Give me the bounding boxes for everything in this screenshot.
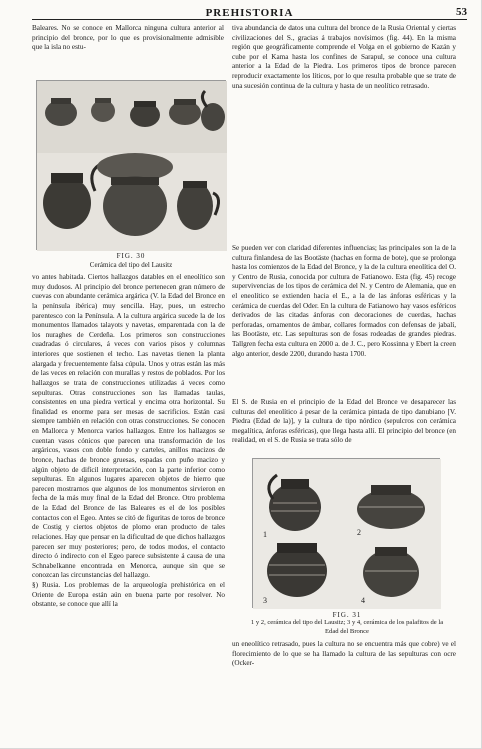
page-header [32, 4, 467, 20]
right-paragraph-influences: Se pueden ver con claridad diferentes influencias; las principales son la de la cultura finlandesa de las Bootäste (hachas en forma de bote), que se prolonga hasta los comienzos de la Edad del Bronce, y la de la cultura eneolítica del O. y Centro de Rusia, conocida por cultura de Fatianowo. Esta (fig. 45) recoge supervivencias de los tipos de cerámica del N. y Centro de Alemania, que en el eneolítico se extienden hacia el E., a la de las ánforas esféricas y la cerámica de cuerdas del Oder. En la cultura de Fatianowo hay vasos esféricos derivados de las citadas ánforas con decoraciones de cuerdas, hachas perforadas, ornamentos de ámbar, collares formados con defensas de jabalí, las Bootäste, etc. Las sepulturas son de fosas rodeadas de grandes piedras. Tallgren fecha esta cultura en 2000 a. de J. C., pero Kossinna y Ebert la creen algo anterior, desde 2200, durando hasta 1700. [232, 244, 456, 358]
pottery-photo-icon [37, 81, 227, 251]
left-column-intro: Baleares. No se conoce en Mallorca ninguna cultura anterior al principio del bronce, por lo que es provisionalmente admisible que la isla no estu- [32, 24, 224, 52]
left-column-body [32, 273, 225, 610]
svg-text:2: 2 [357, 528, 361, 537]
pottery-drawing-icon [253, 459, 441, 609]
left-paragraph-russia: §) Rusia. Los problemas de la arqueología prehistórica en el Oriente de Europa están aún en buena parte por resolver. No obstante, se conoce que allí la [32, 581, 225, 609]
right-paragraph-volga: tiva abundancia de datos una cultura del bronce de la Rusia Oriental y ciertas civilizaciones del S., gracias á trabajos novísimos (fig. 44). En la misma región que geográficamente comprende el Volga en el gobierno de Kazán y cube por el Kama hasta los confines de Sarapul, se conoce una cultura anterior a la Edad de la Piedra. Los primeros tipos de bronce parecen reproducir exactamente los líticos, por lo que resulta probable que se trate de una sucesión continua de la cultura y hasta de un neolítico retrasado. [232, 24, 456, 90]
right-paragraph-south-russia: El S. de Rusia en el principio de la Edad del Bronce ve desaparecer las culturas del eneolítico á pesar de la cerámica pintada de tipo danubiano [V. Piedra (Edad de la)], y la cultura de tipo nórdico (sepulcros con cerámica megalítica, ánforas esféricas), que llega hasta allí. El principio del bronce (en realidad, en el S. de Rusia se trata sólo de [232, 398, 456, 445]
figure-30-pottery-photo [36, 80, 226, 250]
figure-31-caption: 1 y 2, cerámica del tipo del Lausitz; 3 y 4, cerámica de los palafitos de la Edad del Bronce [250, 619, 444, 635]
right-column-bottom [232, 640, 456, 669]
figure-31-number: FIG. 31 [332, 611, 362, 619]
figure-31-pottery-drawing [252, 458, 440, 608]
figure-31-caption-block [244, 611, 450, 636]
right-column-top [232, 24, 456, 91]
figure-30-caption: Cerámica del tipo del Lausitz [89, 261, 173, 269]
svg-text:3: 3 [263, 596, 267, 605]
running-title: PREHISTORIA [205, 7, 294, 19]
figure-30-caption-block [36, 252, 226, 270]
right-column-middle [232, 244, 456, 359]
right-column-south [232, 398, 456, 446]
figure-30-number: FIG. 30 [116, 252, 146, 260]
svg-text:4: 4 [361, 596, 365, 605]
left-paragraph-baleares: vo antes habitada. Ciertos hallazgos datables en el eneolítico son muy dudosos. Al principio del bronce pertenecen gran número de cuevas con abundante cerámica argárica (V. la Edad del Bronce en la península ibérica) muy sencilla. Hay, pues, un estrecho parentesco con la Península. A la cultura argárica sucede la de los monumentos llamados talayots y navetas, emparentada con la de los nuraghes de Cerdeña. Los primeros son construcciones cuadradas ó circulares, á veces con varios pisos y columnas interiores que sostienen el techo. Las navetas tienen la planta alargada y frecuentemente falsa cúpula. Unos y otras están las más de las veces en relación con murallas y restos de poblados. Por los hallazgos se trata de construcciones utilizadas á veces como sepulturas. Otras construcciones son las llamadas taulas, consistentes en una piedra vertical y encima otra horizontal. Su finalidad es enorme para ser mesas de sacrificios. Están casi siempre también en relación con otras construcciones. Se conocen en Mallorca y Menorca varios hallazgos. Entre los hallazgos se cuentan vasos cónicos que parecen una transformación de los argáricos, vasos con doble fondo y carteles, anillos macizos de bronce, hachas de bronce gruesas, espadas con puño macizo y algún objeto de difícil interpretación, con la parte inferior como sepulturas. En algunos lugares aparecen objetos de hierro que parecen mostrarnos que algunos de los monumentos sirvieron en fecha de la más muy final de la Edad del Bronce. Otro problema de la Edad del Bronce de las Baleares es el de los posibles contactos con el Egeo. Antes se citó de figuritas de toros de bronce de Costig y ciertos objetos de plomo eran producto de tales relaciones. Hay que pensar en la dificultad de que dichos hallazgos parecen ser muy posteriores; pero, de todos modos, el contacto directo ó indirecto con el Egeo parece subsistente á causa de una Schnabelkanne encontrada en Menorca, aunque sin que se conozcan las circunstancias del hallazgo. [32, 273, 225, 580]
svg-text:1: 1 [263, 530, 267, 539]
right-paragraph-ocre: un eneolítico retrasado, pues la cultura no se encuentra más que cobre) ve el florecimiento de lo que se ha llamado la cultura de las sepulturas con ocre (Ocker- [232, 640, 456, 668]
page-number: 53 [456, 6, 467, 18]
